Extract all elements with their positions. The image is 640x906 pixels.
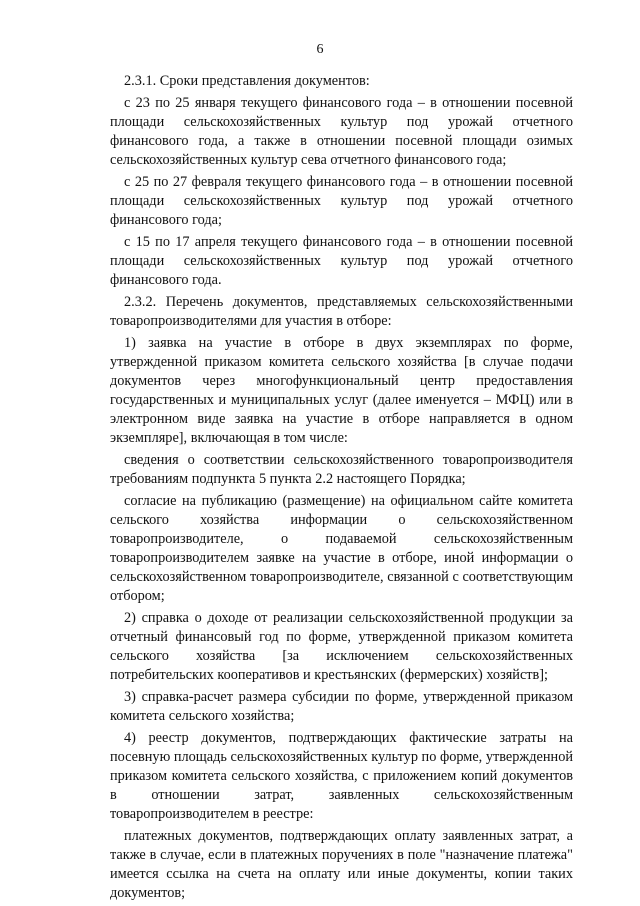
paragraph-april-deadline: с 15 по 17 апреля текущего финансового года – в отношении посевной площади сельскохозяйственных культур под урожай отчетного финансового года. [110, 234, 573, 288]
list-item-4-document-registry: 4) реестр документов, подтверждающих фактические затраты на посевную площадь сельскохозяйственных культур по форме, утвержденной приказом комитета сельского хозяйства, с приложением копий документов в отношении затрат, заявленных сельскохозяйственным товаропроизводителем в реестре: [110, 730, 573, 822]
paragraph-2-3-1: 2.3.1. Сроки представления документов: [124, 73, 370, 89]
sub-item-publication-consent: согласие на публикацию (размещение) на официальном сайте комитета сельского хозяйства информации о сельскохозяйственном товаропроизводителе, о подаваемой сельскохозяйственным товаропроизводителем заявке на участие в отборе, иной информации о сельскохозяйственном товаропроизводителе, связанной с соответствующим отбором; [110, 493, 573, 604]
list-item-3-subsidy-calculation: 3) справка-расчет размера субсидии по форме, утвержденной приказом комитета сельского хозяйства; [110, 689, 573, 724]
paragraph-2-3-2: 2.3.2. Перечень документов, представляемых сельскохозяйственными товаропроизводителями для участия в отборе: [110, 294, 573, 329]
document-body [110, 72, 573, 906]
list-item-2-income-certificate: 2) справка о доходе от реализации сельскохозяйственной продукции за отчетный финансовый год по форме, утвержденной приказом комитета сельского хозяйства [за исключением сельскохозяйственных потребительских кооперативов и крестьянских (фермерских) хозяйств]; [110, 610, 573, 683]
sub-item-compliance-info: сведения о соответствии сельскохозяйственного товаропроизводителя требованиям подпункта 5 пункта 2.2 настоящего Порядка; [110, 452, 573, 487]
sub-item-payment-documents: платежных документов, подтверждающих оплату заявленных затрат, а также в случае, если в платежных поручениях в поле "назначение платежа" имеется ссылка на счета на оплату или иные документы, копии таких документов; [110, 828, 573, 901]
list-item-1-application: 1) заявка на участие в отборе в двух экземплярах по форме, утвержденной приказом комитета сельского хозяйства [в случае подачи документов через многофункциональный центр предоставления государственных и муниципальных услуг (далее именуется – МФЦ) или в электронном виде заявка на участие в отборе направляется в одном экземпляре], включающая в том числе: [110, 335, 573, 446]
paragraph-february-deadline: с 25 по 27 февраля текущего финансового года – в отношении посевной площади сельскохозяйственных культур под урожай отчетного финансового года; [110, 174, 573, 228]
page-number: 6 [316, 42, 324, 57]
paragraph-january-deadline: с 23 по 25 января текущего финансового года – в отношении посевной площади сельскохозяйственных культур под урожай отчетного финансового года, а также в отношении посевной площади озимых сельскохозяйственных культур сева отчетного финансового года; [110, 95, 573, 168]
